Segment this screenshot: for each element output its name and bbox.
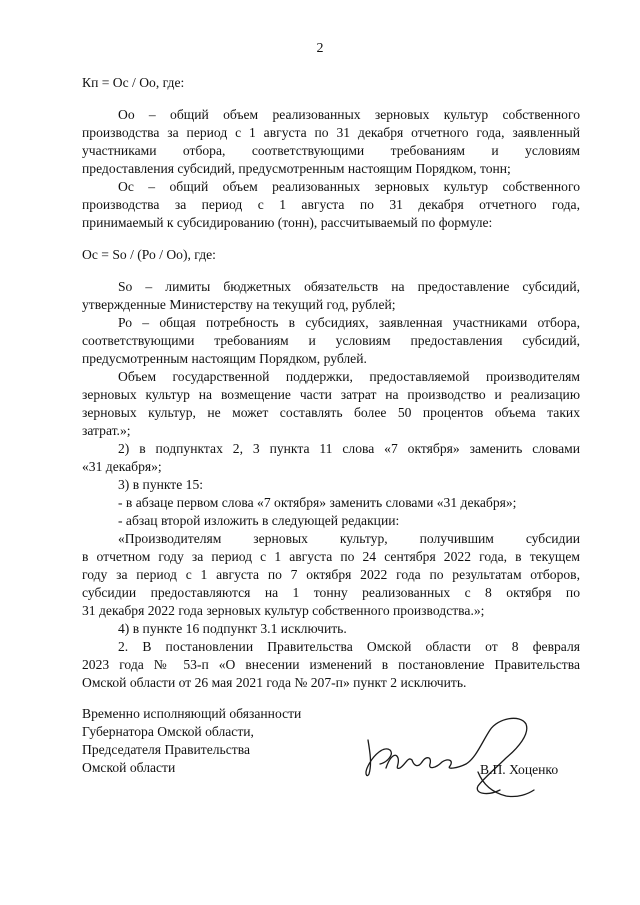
text-line: Омской области <box>82 760 176 775</box>
text-line: «31 декабря»; <box>82 459 162 474</box>
text-line: соответствующими требованиям и условиям предоставления субсидий, <box>82 333 580 348</box>
text-line: участниками отбора, соответствующими требованиям и условиям <box>82 143 580 158</box>
text-line: Омской области от 26 мая 2021 года № 207-п» пункт 2 исключить. <box>82 675 467 690</box>
quoted-paragraph <box>82 530 580 620</box>
text-line: 31 декабря 2022 года зерновых культур собственного производства.»; <box>82 603 485 618</box>
text-line: Ро – общая потребность в субсидиях, заявленная участниками отбора, <box>118 315 580 330</box>
text-line: Объем государственной поддержки, предоставляемой производителям <box>118 369 580 384</box>
paragraph-ro <box>82 314 580 368</box>
signatory-title <box>82 705 362 777</box>
item-3-subitem-b: - абзац второй изложить в следующей редакции: <box>118 513 400 528</box>
text-line: 2. В постановлении Правительства Омской области от 8 февраля <box>118 639 580 654</box>
text-line: 2023 года № 53-п «О внесении изменений в постановление Правительства <box>82 657 580 672</box>
page-number: 2 <box>316 41 324 56</box>
text-line: году за период с 1 августа по 7 октября 2022 года по результатам отборов, <box>82 567 580 582</box>
item-3-subitem-a: - в абзаце первом слова «7 октября» заменить словами «31 декабря»; <box>118 495 517 510</box>
formula-os: Ос = So / (Ро / Оо), где: <box>82 247 216 262</box>
text-line: зерновых культур на возмещение части затрат на производство и реализацию <box>82 387 580 402</box>
text-line: предоставления субсидий, предусмотренным настоящим Порядком, тонн; <box>82 161 511 176</box>
text-line: 2) в подпунктах 2, 3 пункта 11 слова «7 октября» заменить словами <box>118 441 580 456</box>
text-line: зерновых культур, не может составлять более 50 процентов объема таких <box>82 405 580 420</box>
paragraph-volume <box>82 368 580 440</box>
text-line: Временно исполняющий обязанности <box>82 706 302 721</box>
text-line: субсидии предоставляются на 1 тонну реализованных с 8 октября по <box>82 585 580 600</box>
text-line: Губернатора Омской области, <box>82 724 254 739</box>
text-line: Оо – общий объем реализованных зерновых культур собственного <box>118 107 580 122</box>
item-2 <box>82 440 580 476</box>
text-line: утвержденные Министерству на текущий год, рублей; <box>82 297 396 312</box>
handwritten-signature <box>350 712 540 807</box>
paragraph-oo <box>82 106 580 178</box>
formula-kp: Кп = Ос / Оо, где: <box>82 75 185 90</box>
text-line: производства за период с 1 августа по 31 декабря отчетного года, <box>82 197 580 212</box>
text-line: затрат.»; <box>82 423 131 438</box>
text-line: Председателя Правительства <box>82 742 250 757</box>
item-4: 4) в пункте 16 подпункт 3.1 исключить. <box>118 621 347 636</box>
item-3: 3) в пункте 15: <box>118 477 204 492</box>
text-line: предусмотренным настоящим Порядком, рублей. <box>82 351 367 366</box>
text-line: «Производителям зерновых культур, получившим субсидии <box>118 531 580 546</box>
text-line: принимаемый к субсидированию (тонн), рассчитываемый по формуле: <box>82 215 493 230</box>
document-body <box>82 74 580 692</box>
signatory-name: В.П. Хоценко <box>480 762 559 777</box>
section-2 <box>82 638 580 692</box>
text-line: производства за период с 1 августа по 31 декабря отчетного года, заявленный <box>82 125 580 140</box>
paragraph-so <box>82 278 580 314</box>
text-line: Ос – общий объем реализованных зерновых культур собственного <box>118 179 580 194</box>
text-line: в отчетном году за период с 1 августа по 24 сентября 2022 года, в текущем <box>82 549 580 564</box>
paragraph-os <box>82 178 580 232</box>
text-line: So – лимиты бюджетных обязательств на предоставление субсидий, <box>118 279 580 294</box>
